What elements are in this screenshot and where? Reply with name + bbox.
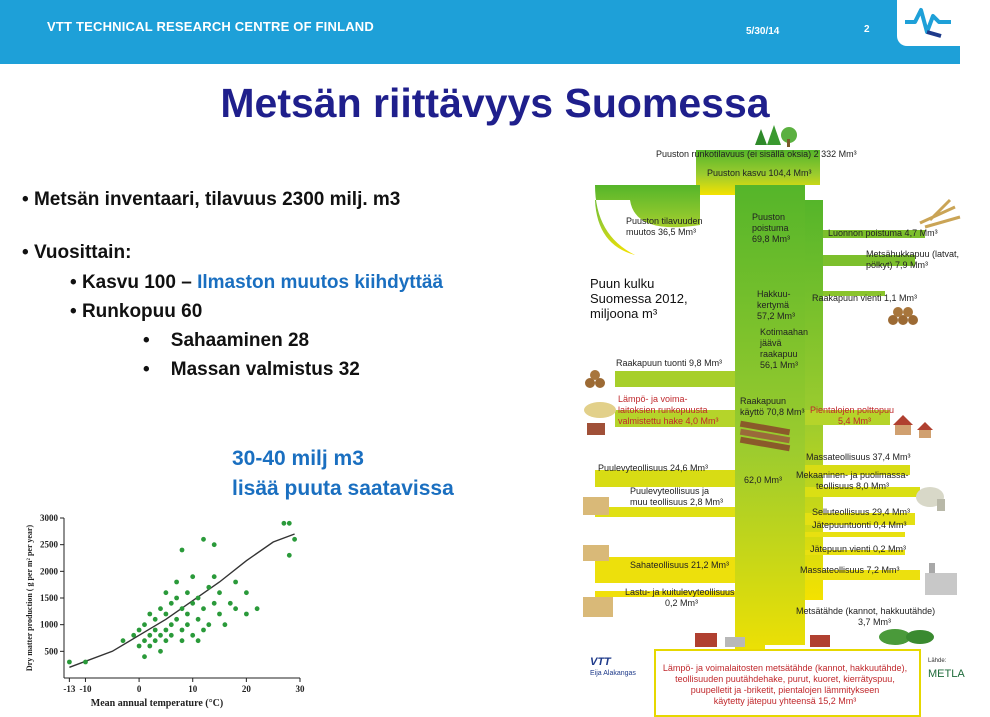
- data-point: [153, 628, 158, 633]
- data-point: [212, 601, 217, 606]
- flow-label-plywood-other: [630, 486, 723, 508]
- bullet-yearly-text: Vuosittain:: [33, 242, 132, 263]
- data-point: [121, 638, 126, 643]
- data-point: [201, 628, 206, 633]
- flow-label-chips: [618, 394, 719, 427]
- y-tick-label: 1500: [40, 593, 58, 603]
- data-point: [153, 617, 158, 622]
- metla-logo: METLA: [928, 668, 965, 680]
- y-axis-label: Dry matter production ( g per m² per year): [25, 524, 34, 672]
- flow-plywood-b2: muu teollisuus 2,8 Mm³: [630, 497, 724, 507]
- flow-label-harvest: [757, 289, 795, 322]
- bullet-sawing: • Sahaaminen 28: [143, 330, 310, 351]
- data-point: [164, 638, 169, 643]
- data-point: [190, 633, 195, 638]
- data-point: [292, 537, 297, 542]
- data-point: [206, 622, 211, 627]
- flow-volume-l1: Puuston tilavuuden: [626, 216, 703, 226]
- data-point: [142, 622, 147, 627]
- flow-use-l2: käyttö 70,8 Mm³: [740, 407, 805, 417]
- data-point: [196, 596, 201, 601]
- data-point: [147, 644, 152, 649]
- flow-branch-import: [615, 371, 735, 387]
- flow-drain-l1: Puuston: [752, 212, 786, 222]
- x-tick-label: 10: [188, 684, 198, 694]
- data-point: [185, 590, 190, 595]
- vtt-logo-icon: [897, 0, 960, 46]
- data-point: [228, 601, 233, 606]
- flow-label-volume: [626, 216, 703, 238]
- flow-foot-l3: puupelletit ja -briketit, pientalojen lämmitykseen: [690, 685, 880, 695]
- bullet-inventory-text: Metsän inventaari, tilavuus 2300 milj. m3: [33, 189, 401, 210]
- branches-icon: [920, 200, 960, 227]
- data-point: [174, 580, 179, 585]
- flow-forest-res-l1: Metsätähde (kannot, hakkuutähde): [796, 606, 936, 616]
- y-tick-label: 3000: [40, 513, 58, 523]
- houses-icon: [893, 415, 933, 438]
- flow-domestic-l4: 56,1 Mm³: [760, 360, 799, 370]
- flow-domestic-l2: jäävä: [760, 338, 782, 348]
- flow-label-waste-export: Jätepuun vienti 0,2 Mm³: [810, 544, 907, 554]
- data-point: [147, 612, 152, 617]
- flow-firewood-l2: 5,4 Mm³: [838, 416, 872, 426]
- bullet-yearly: • Vuosittain:: [22, 242, 132, 263]
- flow-fibre-l2: 0,2 Mm³: [665, 598, 699, 608]
- flow-branch-waste-import: [805, 532, 905, 537]
- flow-harvest-l3: 57,2 Mm³: [757, 311, 796, 321]
- flow-branch-plywood-other: [595, 507, 735, 517]
- data-point: [174, 617, 179, 622]
- vtt-text-logo: VTT: [590, 656, 611, 668]
- trend-line: [69, 534, 294, 667]
- data-point: [169, 601, 174, 606]
- x-tick-label: -13: [63, 684, 76, 694]
- highlight-line-1: 30-40 milj m3: [232, 447, 364, 470]
- flow-use-l1: Raakapuun: [740, 396, 787, 406]
- flow-label-firewood: [810, 405, 894, 427]
- flow-label-pulp: Massateollisuus 37,4 Mm³: [806, 452, 911, 462]
- x-tick-label: 30: [295, 684, 305, 694]
- flow-label-import: Raakapuun tuonti 9,8 Mm³: [616, 358, 723, 368]
- data-point: [180, 548, 185, 553]
- flow-chips-l2: laitoksien runkopuusta: [618, 405, 708, 415]
- flow-harvest-l2: kertymä: [757, 300, 790, 310]
- flow-residue-l1: Metsähukkapuu (latvat,: [866, 249, 960, 259]
- data-point: [158, 633, 163, 638]
- data-point: [196, 638, 201, 643]
- bullet-pulp: • Massan valmistus 32: [143, 359, 360, 380]
- flow-foot-l4: käytetty jätepuu yhteensä 15,2 Mm³: [713, 696, 857, 706]
- x-tick-label: 0: [136, 684, 142, 694]
- flow-label-total62: 62,0 Mm³: [744, 475, 783, 485]
- import-logs-icon: [585, 370, 605, 388]
- data-point: [180, 606, 185, 611]
- flow-domestic-l3: raakapuu: [760, 349, 798, 359]
- flow-forest-res-l2: 3,7 Mm³: [858, 617, 892, 627]
- flow-chips-l3: valmistettu hake 4,0 Mm³: [618, 416, 719, 426]
- x-tick-label: 20: [241, 684, 251, 694]
- flow-label-use: [740, 396, 805, 418]
- data-point: [164, 628, 169, 633]
- data-point: [201, 537, 206, 542]
- scatter-chart: [12, 508, 312, 713]
- data-point: [131, 633, 136, 638]
- flow-label-forest-residue: [796, 606, 935, 628]
- data-point: [206, 585, 211, 590]
- silo-icon: [916, 487, 945, 511]
- flow-title-l1: Puun kulku: [590, 276, 655, 291]
- data-point: [190, 574, 195, 579]
- data-point: [158, 649, 163, 654]
- flow-label-plywood: Puulevyteollisuus 24,6 Mm³: [598, 463, 709, 473]
- data-point: [196, 617, 201, 622]
- data-point: [147, 633, 152, 638]
- flow-footer-text: [654, 663, 916, 707]
- data-point: [169, 633, 174, 638]
- flow-label-drain: [752, 212, 790, 245]
- x-axis-label: Mean annual temperature (°C): [90, 698, 224, 709]
- data-point: [287, 553, 292, 558]
- bullet-growth-climate: Ilmaston muutos kiihdyttää: [197, 272, 444, 293]
- flow-drain-l2: poistuma: [752, 223, 789, 233]
- flow-label-cellulose: Selluteollisuus 29,4 Mm³: [812, 507, 911, 517]
- factory-icon: [925, 563, 957, 595]
- flow-domestic-l1: Kotimaahan: [760, 327, 809, 337]
- data-point: [169, 622, 174, 627]
- bullet-inventory: • Metsän inventaari, tilavuus 2300 milj. m3: [22, 189, 401, 210]
- flow-label-residue: [866, 249, 959, 271]
- data-point: [212, 542, 217, 547]
- slide-date: 5/30/14: [746, 26, 780, 37]
- data-point: [164, 590, 169, 595]
- org-name: VTT TECHNICAL RESEARCH CENTRE OF FINLAND: [47, 19, 374, 34]
- data-point: [137, 644, 142, 649]
- chips-icon: [584, 402, 616, 435]
- bullet-trunk-text: Runkopuu 60: [81, 301, 203, 322]
- y-tick-label: 2500: [40, 539, 58, 550]
- slide-number: 2: [864, 24, 870, 35]
- source-label: Lähde:: [928, 658, 947, 664]
- flow-label-stock: Puuston runkotilavuus (ei sisällä oksia) 2 332 Mm³: [656, 149, 857, 159]
- board-stack-icon: [583, 497, 613, 617]
- y-tick-label: 1000: [40, 619, 58, 630]
- flow-drain-l3: 69,8 Mm³: [752, 234, 791, 244]
- data-point: [255, 606, 260, 611]
- data-point: [142, 654, 147, 659]
- flow-fibre-l1: Lastu- ja kuitulevyteollisuus: [625, 587, 735, 597]
- vtt-author: Eija Alakangas: [590, 670, 636, 677]
- trees-icon: [755, 125, 797, 147]
- logo-panel: [897, 0, 960, 46]
- flow-firewood-l1: Pientalojen polttopuu: [810, 405, 895, 415]
- flow-label-growth: Puuston kasvu 104,4 Mm³: [707, 168, 812, 178]
- flow-chips-l1: Lämpö- ja voima-: [618, 394, 688, 404]
- data-point: [185, 612, 190, 617]
- flow-right-column: [805, 200, 823, 600]
- flow-mech-l1: Mekaaninen- ja puolimassa-: [796, 470, 909, 480]
- flow-residue-l2: pölkyt) 7,9 Mm³: [866, 260, 929, 270]
- flow-title-l2: Suomessa 2012,: [590, 291, 688, 306]
- flow-foot-l1: Lämpö- ja voimalaitosten metsätähde (kannot, hakkuutähde),: [662, 663, 908, 673]
- data-point: [137, 628, 142, 633]
- data-point: [244, 590, 249, 595]
- bullet-growth-text: Kasvu 100 –: [81, 272, 198, 293]
- flow-label-waste-import: Jätepuuntuonti 0,4 Mm³: [812, 520, 907, 530]
- flow-label-fibre: [625, 587, 735, 609]
- bullet-trunk: • Runkopuu 60: [70, 301, 203, 322]
- data-point: [158, 606, 163, 611]
- forest-residue-icon: [879, 629, 934, 645]
- bullet-pulp-text: Massan valmistus 32: [170, 359, 360, 380]
- highlight-line-2: lisää puuta saatavissa: [232, 477, 454, 500]
- flow-label-sawmill: Sahateollisuus 21,2 Mm³: [630, 560, 730, 570]
- y-tick-label: 2000: [40, 566, 58, 577]
- data-point: [180, 628, 185, 633]
- bullet-sawing-text: Sahaaminen 28: [170, 330, 310, 351]
- flow-volume-l2: muutos 36,5 Mm³: [626, 227, 697, 237]
- data-point: [83, 660, 88, 665]
- data-point: [212, 574, 217, 579]
- data-point: [233, 606, 238, 611]
- flow-label-export: Raakapuun vienti 1,1 Mm³: [812, 293, 918, 303]
- data-point: [190, 601, 195, 606]
- data-point: [153, 638, 158, 643]
- data-point: [282, 521, 287, 526]
- data-point: [233, 580, 238, 585]
- y-tick-label: 500: [44, 646, 58, 657]
- flow-label-pulp2: Massateollisuus 7,2 Mm³: [800, 565, 900, 575]
- flow-label-natural: Luonnon poistuma 4,7 Mm³: [828, 228, 938, 238]
- data-point: [164, 612, 169, 617]
- flow-title: [590, 276, 688, 321]
- flow-foot-l2: teollisuuden puutähdehake, purut, kuoret, kierrätyspuu,: [675, 674, 895, 684]
- flow-label-mech: [796, 470, 909, 492]
- flow-plywood-b1: Puulevyteollisuus ja: [630, 486, 710, 496]
- flow-title-l3: miljoona m³: [590, 306, 658, 321]
- data-point: [217, 612, 222, 617]
- data-point: [142, 638, 147, 643]
- data-point: [180, 638, 185, 643]
- flow-mech-l2: teollisuus 8,0 Mm³: [816, 481, 890, 491]
- data-point: [217, 590, 222, 595]
- x-tick-label: -10: [79, 684, 92, 694]
- data-point: [223, 622, 228, 627]
- flow-label-domestic: [760, 327, 808, 371]
- slide-title: Metsän riittävyys Suomessa: [220, 80, 770, 126]
- log-pile-icon: [888, 307, 918, 325]
- data-point: [67, 660, 72, 665]
- flow-harvest-l1: Hakkuu-: [757, 289, 791, 299]
- data-point: [201, 606, 206, 611]
- data-point: [185, 622, 190, 627]
- data-point: [174, 596, 179, 601]
- bullet-growth: • Kasvu 100 – Ilmaston muutos kiihdyttää: [70, 272, 444, 293]
- data-point: [287, 521, 292, 526]
- data-point: [244, 612, 249, 617]
